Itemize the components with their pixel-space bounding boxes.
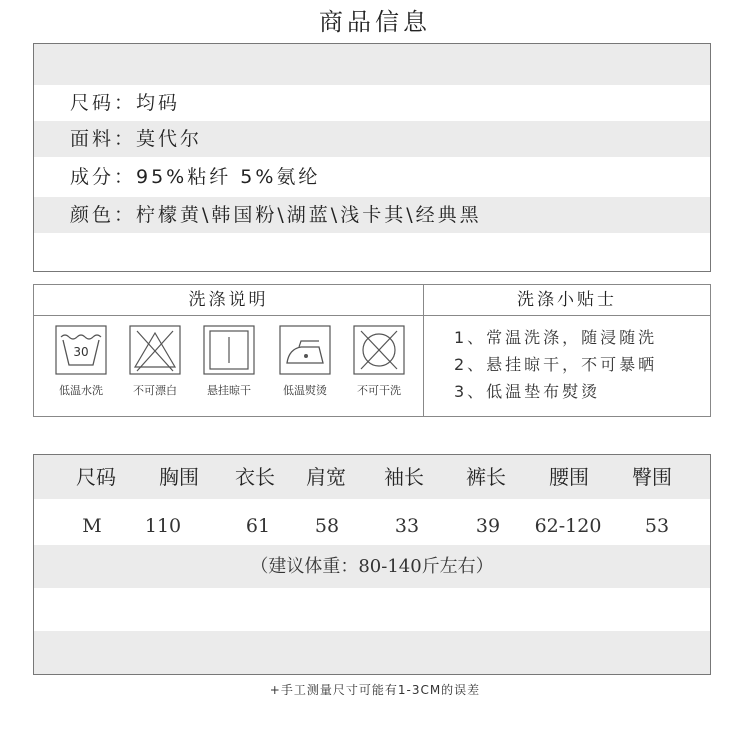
cell-waist: 62-120 xyxy=(534,515,602,537)
cell-shoulder: 58 xyxy=(314,515,340,537)
header-waist: 腰围 xyxy=(549,465,589,489)
wash-temp-label: 30 xyxy=(73,345,89,359)
no-dry-clean-icon xyxy=(353,325,405,375)
icon-label-wash: 低温水洗 xyxy=(59,384,103,397)
washing-tip-1: 1、常温洗涤，随浸随洗 xyxy=(454,328,658,347)
cell-size: M xyxy=(82,515,102,537)
icon-label-hang-dry: 悬挂晾干 xyxy=(207,384,251,397)
table-row xyxy=(34,504,710,548)
header-sleeve: 袖长 xyxy=(384,465,424,489)
measurement-disclaimer: +手工测量尺寸可能有1-3CM的误差 xyxy=(269,683,481,697)
header-chest: 胸围 xyxy=(159,465,199,489)
weight-note-row xyxy=(34,545,710,588)
size-table xyxy=(33,454,711,675)
header-hip: 臀围 xyxy=(632,465,672,489)
cell-pants-length: 39 xyxy=(475,515,501,537)
info-blank-row xyxy=(34,44,710,85)
info-color-row: 颜色：柠檬黄\韩国粉\湖蓝\浅卡其\经典黑 xyxy=(34,197,710,233)
product-info-box xyxy=(33,43,711,272)
header-size: 尺码 xyxy=(76,465,116,489)
header-pants-length: 裤长 xyxy=(466,465,506,489)
cell-sleeve: 33 xyxy=(394,515,420,537)
wash-30-icon xyxy=(55,325,107,375)
cell-length: 61 xyxy=(245,515,271,537)
cell-hip: 53 xyxy=(644,515,670,537)
table-row-empty-shaded xyxy=(34,631,710,674)
washing-section xyxy=(33,284,711,417)
cell-chest: 110 xyxy=(144,515,182,537)
washing-tips-title: 洗涤小贴士 xyxy=(424,285,710,316)
info-size-row: 尺码：均码 xyxy=(70,92,181,114)
hang-dry-icon xyxy=(203,325,255,375)
weight-note: （建议体重：80-140斤左右） xyxy=(250,556,494,577)
icon-label-no-bleach: 不可漂白 xyxy=(133,384,177,397)
washing-instructions-title: 洗涤说明 xyxy=(34,285,423,316)
page-title: 商品信息 xyxy=(319,8,431,36)
low-iron-icon xyxy=(279,325,331,375)
washing-tip-2: 2、悬挂晾干，不可暴晒 xyxy=(454,355,658,374)
icon-label-no-dry-clean: 不可干洗 xyxy=(357,384,401,397)
washing-divider xyxy=(423,285,424,416)
header-length: 衣长 xyxy=(235,465,275,489)
info-composition-row: 成分：95%粘纤 5%氨纶 xyxy=(70,166,321,188)
header-shoulder: 肩宽 xyxy=(306,465,346,489)
washing-tip-3: 3、低温垫布熨烫 xyxy=(454,382,601,401)
no-bleach-icon xyxy=(129,325,181,375)
info-fabric-row: 面料：莫代尔 xyxy=(34,121,710,157)
table-row-empty xyxy=(34,588,710,631)
icon-label-low-iron: 低温熨烫 xyxy=(283,384,327,397)
size-table-header-row xyxy=(34,455,710,499)
